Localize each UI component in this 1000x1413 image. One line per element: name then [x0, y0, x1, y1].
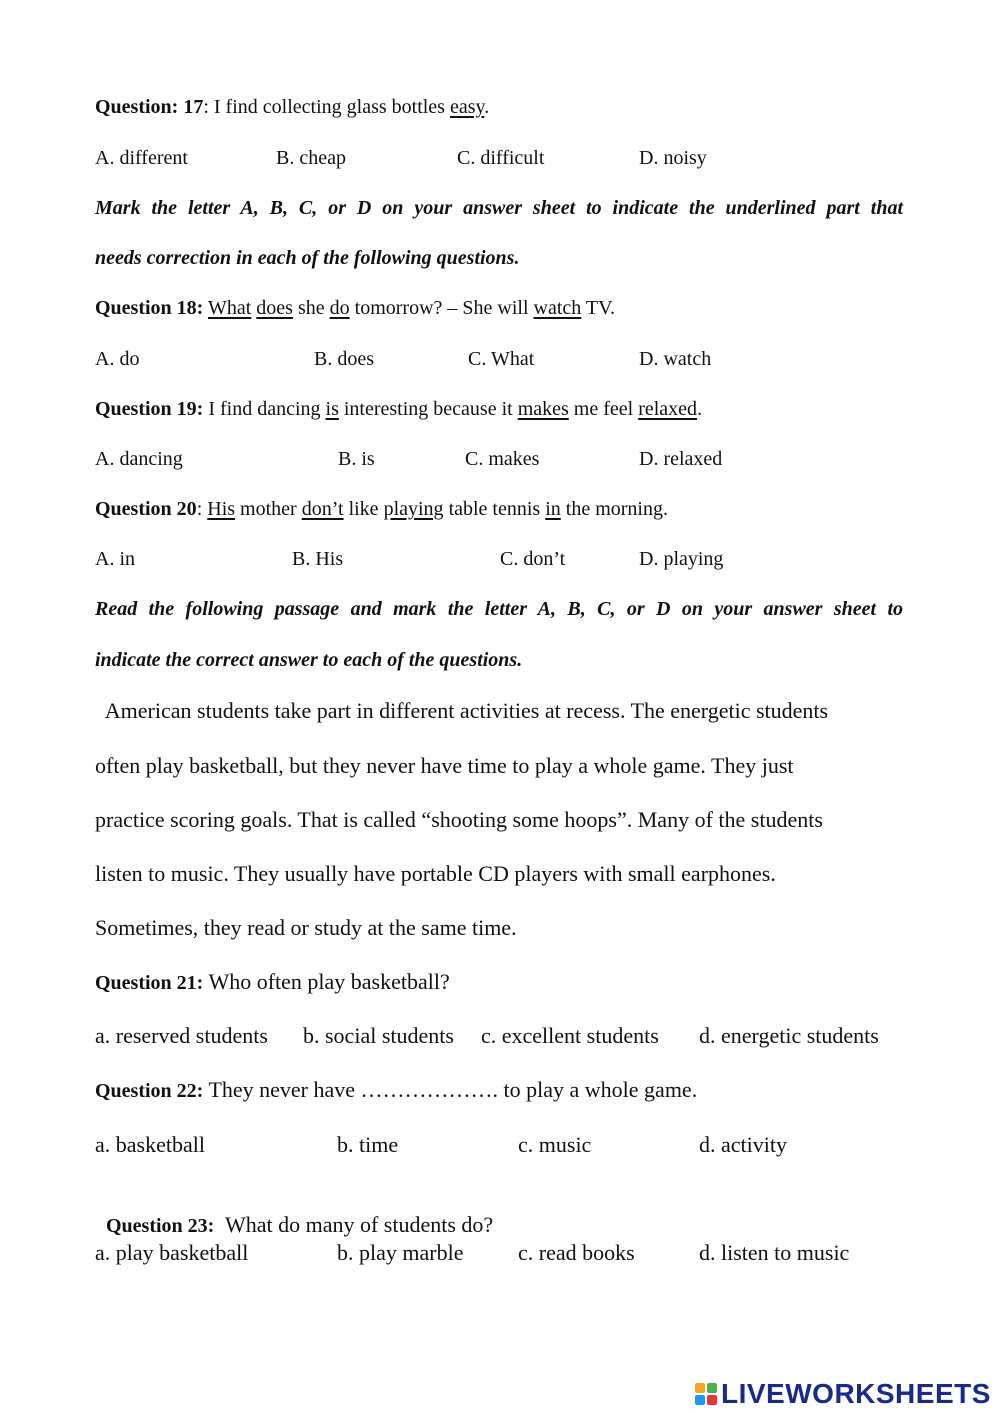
q18-option-b[interactable]: B. does [314, 348, 374, 370]
q18-option-c[interactable]: C. What [468, 348, 535, 370]
q22-option-a[interactable]: a. basketball [95, 1132, 205, 1157]
q19-option-c[interactable]: C. makes [465, 448, 540, 470]
question-label: Question 22: [95, 1080, 204, 1102]
q22-option-c[interactable]: c. music [518, 1132, 592, 1157]
question-label: Question 23: [106, 1215, 215, 1237]
underlined-word: don’t [301, 498, 344, 520]
q21-option-a[interactable]: a. reserved students [95, 1023, 268, 1048]
q21-option-d[interactable]: d. energetic students [699, 1023, 879, 1048]
q21-option-c[interactable]: c. excellent students [481, 1023, 659, 1048]
instruction-2-line-2: indicate the correct answer to each of the questions. [95, 649, 523, 671]
passage-line-1: American students take part in different activities at recess. The energetic students [95, 698, 829, 723]
logo-square [695, 1395, 705, 1405]
q20-option-b[interactable]: B. His [292, 548, 344, 570]
question-text: : I find collecting glass bottles [203, 96, 450, 118]
q22-option-d[interactable]: d. activity [699, 1132, 787, 1157]
question-label: Question 18: [95, 297, 204, 319]
q17-option-c[interactable]: C. difficult [457, 147, 545, 169]
q23-option-d[interactable]: d. listen to music [699, 1240, 850, 1265]
logo-square [695, 1383, 705, 1393]
q20-option-a[interactable]: A. in [95, 548, 135, 570]
underlined-word: His [207, 498, 236, 520]
logo-square [707, 1395, 717, 1405]
passage-line-3: practice scoring goals. That is called “shooting some hoops”. Many of the students [95, 807, 823, 832]
liveworksheets-logo[interactable] [695, 1378, 991, 1410]
question-22 [95, 1077, 697, 1103]
underlined-word: makes [517, 398, 569, 420]
question-label: Question 21: [95, 972, 204, 994]
question-text: : [196, 498, 208, 520]
passage-line-4: listen to music. They usually have portable CD players with small earphones. [95, 861, 776, 886]
q20-option-c[interactable]: C. don’t [500, 548, 566, 570]
q21-option-b[interactable]: b. social students [303, 1023, 454, 1048]
question-text: What do many of students do? [214, 1212, 494, 1237]
underlined-word: watch [533, 297, 582, 319]
question-21 [95, 969, 450, 995]
question-19 [95, 398, 702, 421]
q19-option-b[interactable]: B. is [338, 448, 375, 470]
q17-option-a[interactable]: A. different [95, 147, 188, 169]
underlined-word: What [207, 297, 252, 319]
underlined-word: in [545, 498, 561, 520]
question-text: . [484, 96, 490, 118]
instruction-2-line-1: Read the following passage and mark the letter A, B, C, or D on your answer sheet to [95, 598, 903, 620]
underlined-word: does [256, 297, 293, 319]
question-text: she [292, 297, 330, 319]
q19-option-a[interactable]: A. dancing [95, 448, 183, 470]
question-text: They never have ………………. to play a whole game. [203, 1077, 698, 1102]
q20-option-d[interactable]: D. playing [639, 548, 724, 570]
question-text: me feel [568, 398, 639, 420]
q17-option-d[interactable]: D. noisy [639, 147, 707, 169]
question-text: Who often play basketball? [203, 969, 450, 994]
question-label: Question: 17 [95, 96, 204, 118]
question-text: I find dancing [203, 398, 326, 420]
q18-option-d[interactable]: D. watch [639, 348, 712, 370]
question-text: mother [235, 498, 302, 520]
underlined-word: easy [449, 96, 485, 118]
question-text: like [343, 498, 384, 520]
underlined-word: do [329, 297, 350, 319]
question-text: the morning. [560, 498, 668, 520]
q18-option-a[interactable]: A. do [95, 348, 140, 370]
q23-option-c[interactable]: c. read books [518, 1240, 635, 1265]
question-18 [95, 297, 615, 320]
q19-option-d[interactable]: D. relaxed [639, 448, 723, 470]
underlined-word: is [325, 398, 339, 420]
question-20 [95, 498, 668, 521]
passage-line-2: often play basketball, but they never have time to play a whole game. They just [95, 753, 794, 778]
logo-grid-icon [695, 1383, 717, 1405]
underlined-word: playing [383, 498, 444, 520]
question-text: TV. [581, 297, 616, 319]
instruction-1-line-1: Mark the letter A, B, C, or D on your answer sheet to indicate the underlined part that [95, 197, 903, 219]
question-text: table tennis [443, 498, 546, 520]
question-text: interesting because it [338, 398, 518, 420]
logo-text: LIVEWORKSHEETS [721, 1378, 991, 1409]
question-label: Question 20 [95, 498, 197, 520]
question-text: tomorrow? – She will [349, 297, 534, 319]
question-23 [95, 1186, 493, 1238]
q17-option-b[interactable]: B. cheap [276, 147, 346, 169]
passage-line-5: Sometimes, they read or study at the same time. [95, 915, 517, 940]
q23-option-b[interactable]: b. play marble [337, 1240, 464, 1265]
question-label: Question 19: [95, 398, 204, 420]
question-text: . [697, 398, 703, 420]
q22-option-b[interactable]: b. time [337, 1132, 399, 1157]
underlined-word: relaxed [638, 398, 698, 420]
instruction-1-line-2: needs correction in each of the following questions. [95, 247, 520, 269]
q23-option-a[interactable]: a. play basketball [95, 1240, 249, 1265]
question-17 [95, 96, 489, 119]
logo-square [707, 1383, 717, 1393]
